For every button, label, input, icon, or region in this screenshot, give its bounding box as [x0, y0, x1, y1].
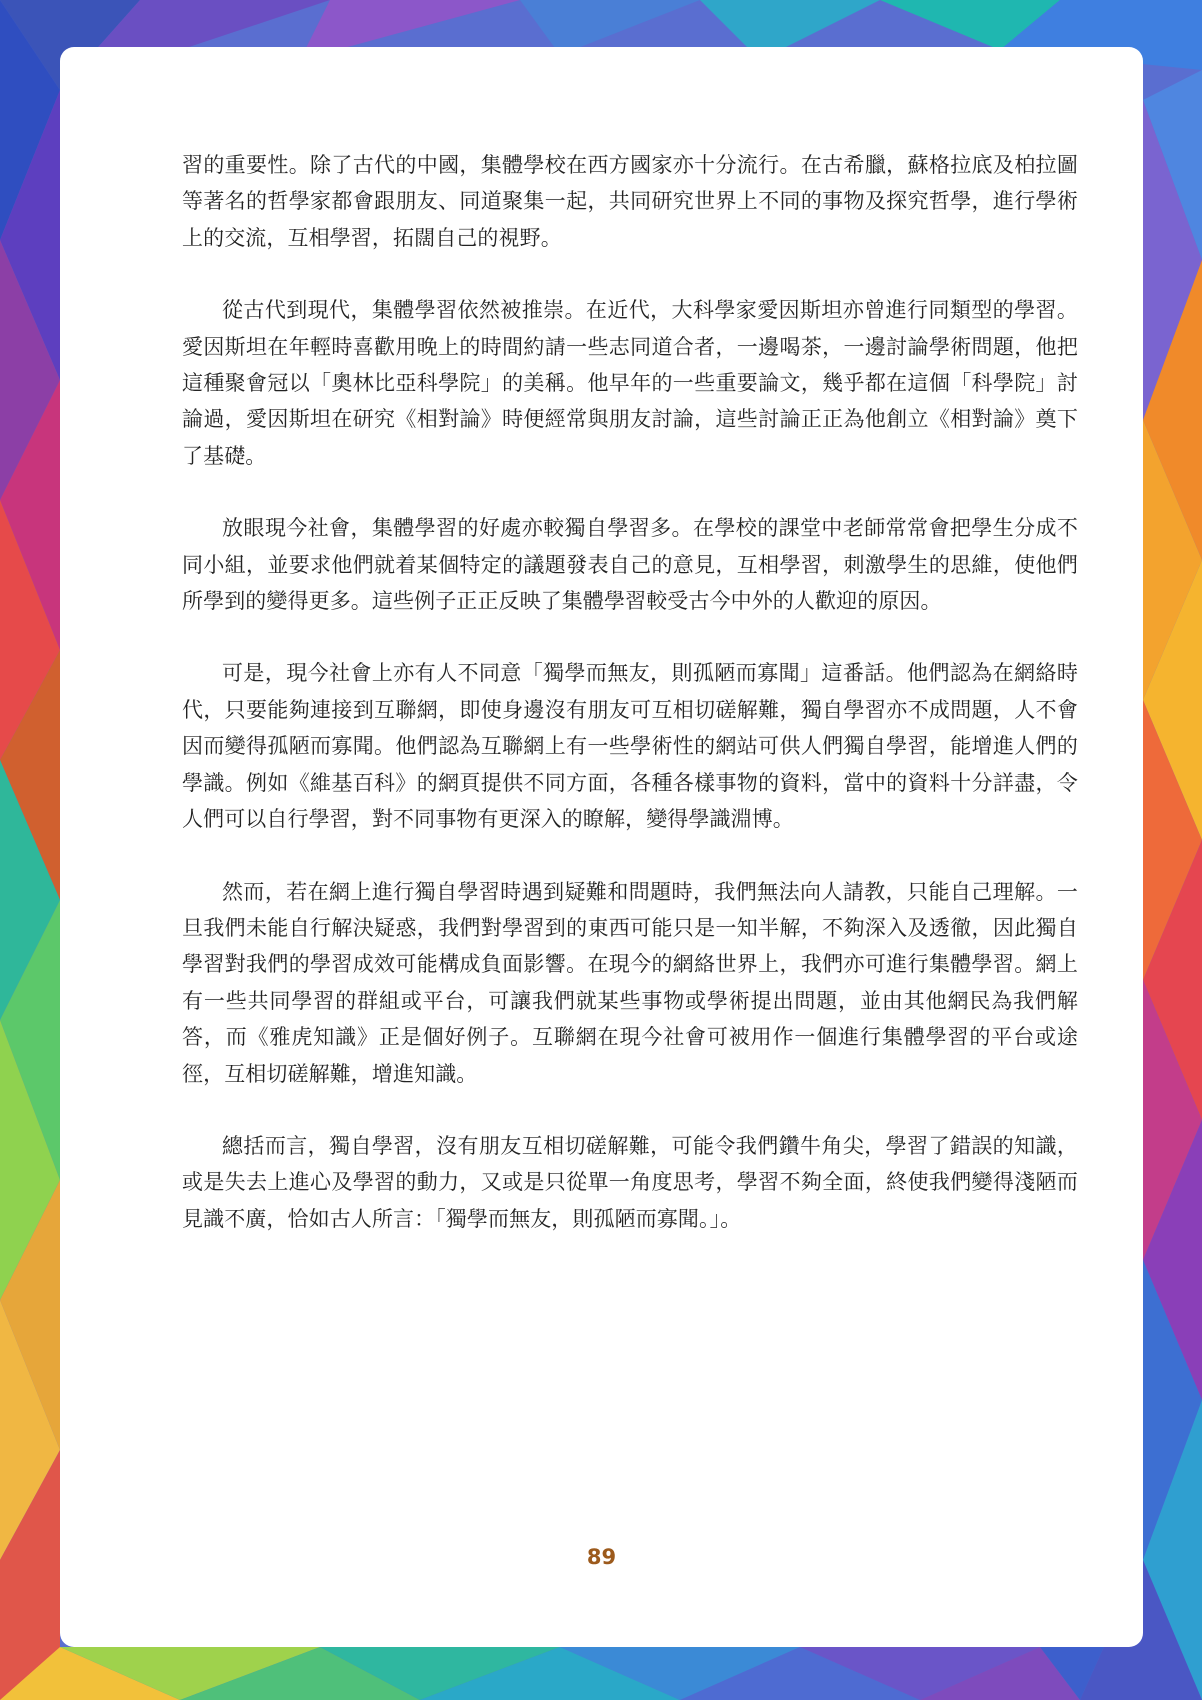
document-body [182, 147, 1078, 1273]
paragraph-4: 可是，現今社會上亦有人不同意「獨學而無友，則孤陋而寡聞」這番話。他們認為在網絡時代，只要能夠連接到互聯網，即使身邊沒有朋友可互相切磋解難，獨自學習亦不成問題，人不會因而變得孤陋而寡聞。他們認為互聯網上有一些學術性的網站可供人們獨自學習，能增進人們的學識。例如《維基百科》的網頁提供不同方面，各種各樣事物的資料，當中的資料十分詳盡，令人們可以自行學習，對不同事物有更深入的瞭解，變得學識淵博。 [182, 661, 1078, 832]
document-page [60, 47, 1143, 1647]
paragraph-2: 從古代到現代，集體學習依然被推崇。在近代，大科學家愛因斯坦亦曾進行同類型的學習。愛因斯坦在年輕時喜歡用晚上的時間約請一些志同道合者，一邊喝茶，一邊討論學術問題，他把這種聚會冠以「奧林比亞科學院」的美稱。他早年的一些重要論文，幾乎都在這個「科學院」討論過，愛因斯坦在研究《相對論》時便經常與朋友討論，這些討論正正為他創立《相對論》奠下了基礎。 [182, 298, 1078, 468]
paragraph-6: 總括而言，獨自學習，沒有朋友互相切磋解難，可能令我們鑽牛角尖，學習了錯誤的知識，或是失去上進心及學習的動力，又或是只從單一角度思考，學習不夠全面，終使我們變得淺陋而見識不廣，恰如古人所言：「獨學而無友，則孤陋而寡聞。」。 [182, 1133, 1078, 1231]
paragraph-5: 然而，若在網上進行獨自學習時遇到疑難和問題時，我們無法向人請教，只能自己理解。一旦我們未能自行解決疑惑，我們對學習到的東西可能只是一知半解，不夠深入及透徹，因此獨自學習對我們的學習成效可能構成負面影響。在現今的網絡世界上，我們亦可進行集體學習。網上有一些共同學習的群組或平台，可讓我們就某些事物或學術提出問題，並由其他網民為我們解答，而《雅虎知識》正是個好例子。互聯網在現今社會可被用作一個進行集體學習的平台或途徑，互相切磋解難，增進知識。 [182, 879, 1078, 1086]
paragraph-1: 習的重要性。除了古代的中國，集體學校在西方國家亦十分流行。在古希臘，蘇格拉底及柏拉圖等著名的哲學家都會跟朋友、同道聚集一起，共同研究世界上不同的事物及探究哲學，進行學術上的交流，互相學習，拓闊自己的視野。 [182, 153, 1078, 250]
paragraph-3: 放眼現今社會，集體學習的好處亦較獨自學習多。在學校的課堂中老師常常會把學生分成不同小組，並要求他們就着某個特定的議題發表自己的意見，互相學習，刺激學生的思維，使他們所學到的變得更多。這些例子正正反映了集體學習較受古今中外的人歡迎的原因。 [182, 516, 1078, 614]
page-number: 89 [586, 1545, 617, 1569]
